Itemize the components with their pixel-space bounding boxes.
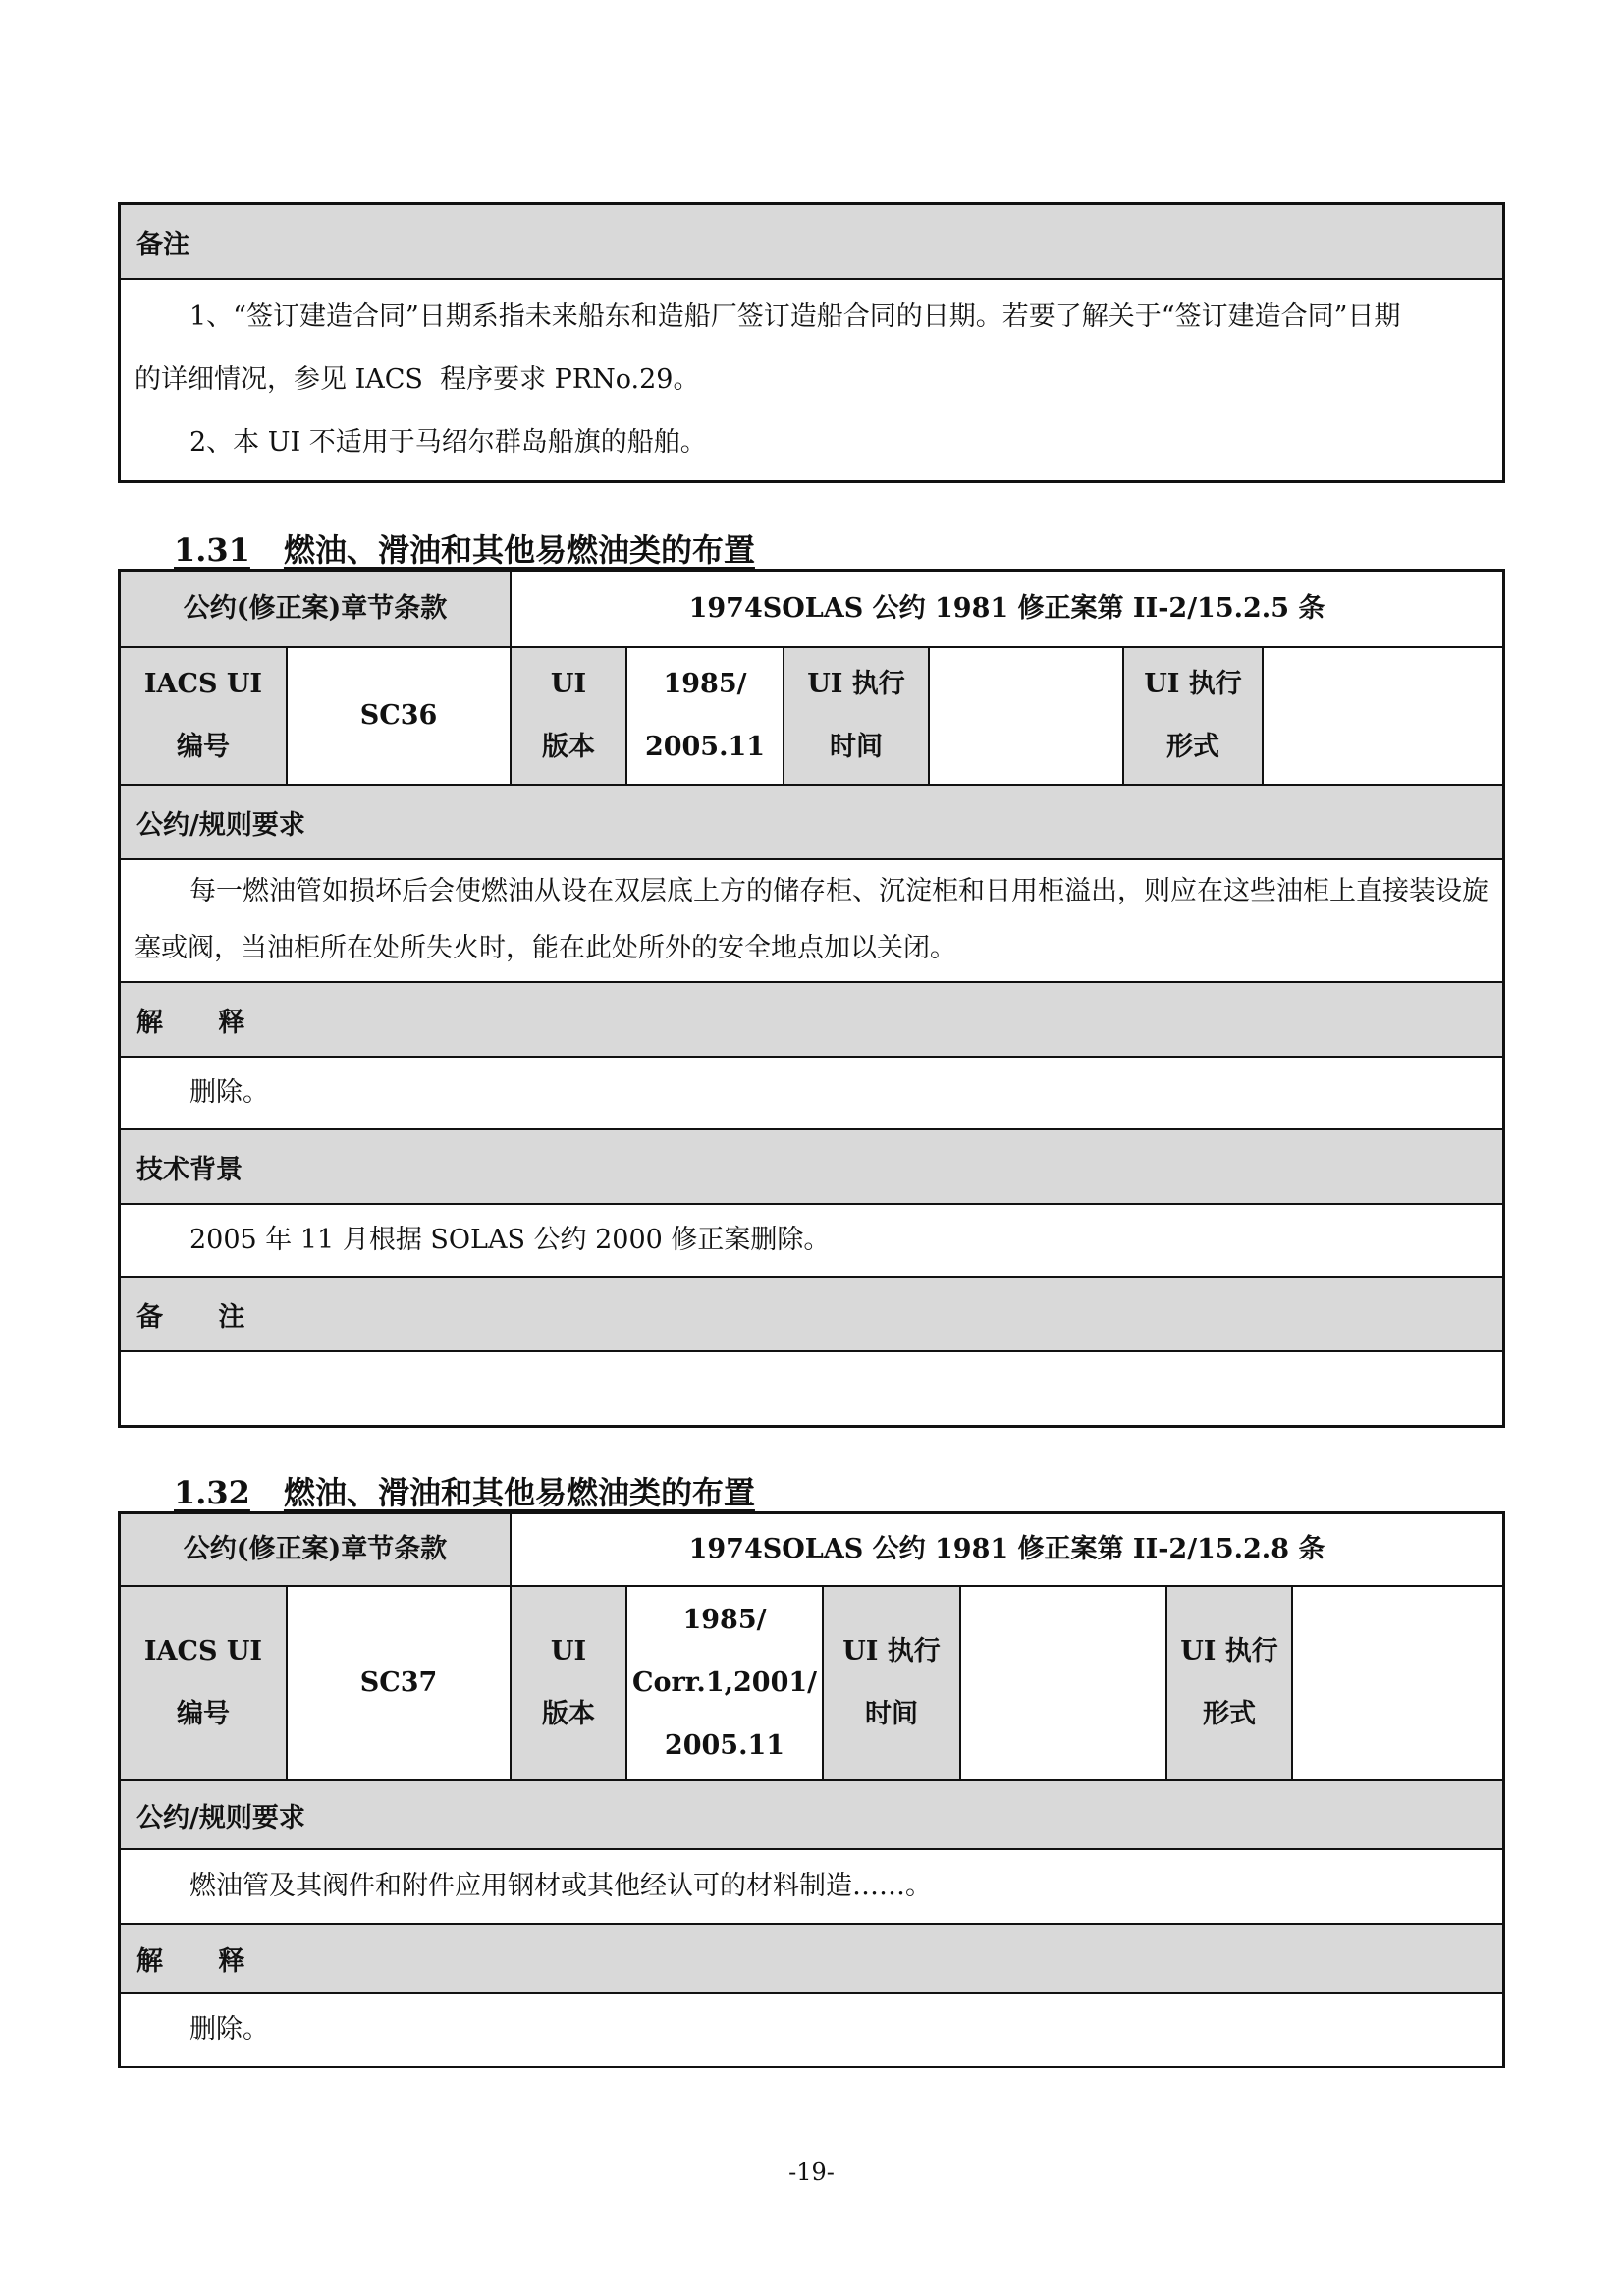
remarks-box [118,202,1505,483]
convention-value: 1974SOLAS 公约 1981 修正案第 II-2/15.2.8 条 [688,1534,1325,1564]
remarks-body [121,280,1502,481]
remarks-header [121,205,1502,280]
section-131-title-text: 燃油、滑油和其他易燃油类的布置 [283,531,755,569]
ui-version-value: 1985/ 2005.11 [627,648,784,784]
section-131-number: 1.31 [174,531,250,569]
ui-impl-form-label: UI 执行 形式 [1124,648,1264,784]
section-131-table [118,569,1505,1428]
convention-label: 公约(修正案)章节条款 [121,572,512,646]
ui-impl-form-value [1293,1587,1502,1779]
interpretation-text: 删除。 [121,1058,1502,1130]
ui-info-row [121,648,1502,786]
remark-text [121,1352,1502,1425]
interpretation-text: 删除。 [121,1994,1502,2068]
iacs-ui-label: IACS UI 编号 [121,648,288,784]
convention-row [121,1514,1502,1587]
remarks-line-3: 2、本 UI 不适用于马绍尔群岛船旗的船舶。 [189,427,707,458]
section-132-title [174,1468,755,1513]
ui-version-label: UI 版本 [512,648,627,784]
background-text: 2005 年 11 月根据 SOLAS 公约 2000 修正案删除。 [121,1205,1502,1278]
remarks-line-2: 的详细情况，参见 IACS 程序要求 PRNo.29。 [135,364,700,395]
remarks-header-text: 备注 [136,229,189,260]
ui-impl-time-label: UI 执行 时间 [824,1587,961,1779]
section-132-table [118,1511,1505,2068]
iacs-ui-value: SC37 [288,1587,512,1779]
interpretation-header: 解 释 [121,983,1502,1058]
section-132-title-text: 燃油、滑油和其他易燃油类的布置 [283,1474,755,1511]
interpretation-header: 解 释 [121,1925,1502,1994]
ui-impl-form-label: UI 执行 形式 [1167,1587,1293,1779]
convention-value: 1974SOLAS 公约 1981 修正案第 II-2/15.2.5 条 [688,593,1325,624]
remark-header: 备 注 [121,1278,1502,1352]
convention-label: 公约(修正案)章节条款 [121,1514,512,1585]
ui-impl-time-value [961,1587,1167,1779]
requirement-header: 公约/规则要求 [121,1781,1502,1850]
remarks-line-1: 1、“签订建造合同”日期系指未来船东和造船厂签订造船合同的日期。若要了解关于“签订建造合同”日期 [189,301,1401,332]
ui-impl-time-label: UI 执行 时间 [784,648,930,784]
ui-info-row [121,1587,1502,1781]
iacs-ui-label: IACS UI 编号 [121,1587,288,1779]
ui-version-label: UI 版本 [512,1587,627,1779]
convention-row [121,572,1502,648]
section-131-title [174,525,755,571]
requirement-header: 公约/规则要求 [121,786,1502,860]
section-132-number: 1.32 [174,1474,250,1511]
requirement-text: 燃油管及其阀件和附件应用钢材或其他经认可的材料制造……。 [121,1850,1502,1925]
ui-version-value: 1985/ Corr.1,2001/ 2005.11 [627,1587,824,1779]
iacs-ui-value: SC36 [288,648,512,784]
ui-impl-form-value [1264,648,1502,784]
ui-impl-time-value [930,648,1124,784]
requirement-text: 每一燃油管如损坏后会使燃油从设在双层底上方的储存柜、沉淀柜和日用柜溢出，则应在这些油柜上直接装设旋塞或阀，当油柜所在处所失火时，能在此处所外的安全地点加以关闭。 [121,860,1502,983]
page-number: -19- [788,2159,835,2186]
background-header: 技术背景 [121,1130,1502,1205]
